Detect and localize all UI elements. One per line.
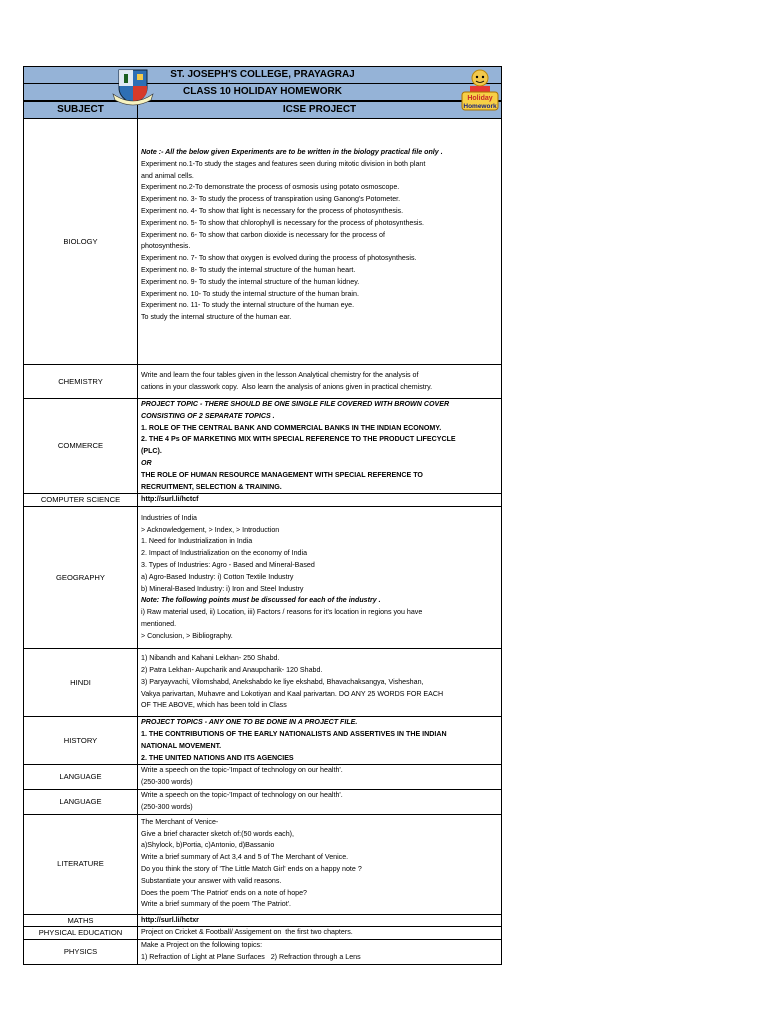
subject-cell: PHYSICS <box>24 940 138 965</box>
project-line: Experiment no. 11- To study the internal structure of the human eye. <box>141 301 355 310</box>
subject-cell: GEOGRAPHY <box>24 507 138 649</box>
subject-cell: LANGUAGE <box>24 789 138 814</box>
column-header-subject: SUBJECT <box>24 102 138 119</box>
project-line: 3. Types of Industries: Agro - Based and Mineral-Based <box>141 560 315 569</box>
project-line: (250-300 words) <box>141 778 193 787</box>
project-cell <box>138 365 502 399</box>
project-line: Experiment no. 5- To show that chlorophyll is necessary for the process of photosynthesis. <box>141 218 424 227</box>
table-row <box>24 119 502 365</box>
subject-cell: LANGUAGE <box>24 765 138 790</box>
project-line: Note: The following points must be discussed for each of the industry . <box>141 596 381 605</box>
subject-cell: BIOLOGY <box>24 119 138 365</box>
project-line: cations in your classwork copy. Also learn the analysis of anions given in practical chemistry. <box>141 382 433 391</box>
project-line: To study the internal structure of the human ear. <box>141 313 292 322</box>
logo-text-holiday: Holiday <box>467 95 493 102</box>
project-line: 2. Impact of Industrialization on the economy of India <box>141 549 308 558</box>
subject-cell: CHEMISTRY <box>24 365 138 399</box>
project-line: Project on Cricket & Football/ Assigement on the first two chapters. <box>141 928 353 937</box>
project-cell <box>138 927 502 940</box>
project-line: Experiment no. 4- To show that light is necessary for the process of photosynthesis. <box>141 206 404 215</box>
project-line: RECRUITMENT, SELECTION & TRAINING. <box>141 482 282 491</box>
project-line: THE ROLE OF HUMAN RESOURCE MANAGEMENT WITH SPECIAL REFERENCE TO <box>141 470 423 479</box>
project-line: Do you think the story of 'The Little Match Girl' ends on a happy note ? <box>141 865 362 874</box>
project-line: Vakya parivartan, Muhavre and Lokotiyan and Kaal parivartan. DO ANY 25 WORDS FOR EACH <box>141 689 444 698</box>
project-line: 2. THE 4 Ps OF MARKETING MIX WITH SPECIAL REFERENCE TO THE PRODUCT LIFECYCLE <box>141 435 456 444</box>
project-line: i) Raw material used, ii) Location, iii) Factors / reasons for it's location in regions you have <box>141 608 423 617</box>
project-cell <box>138 507 502 649</box>
table-row <box>24 789 502 814</box>
table-row <box>24 914 502 927</box>
project-cell <box>138 119 502 365</box>
table-row <box>24 399 502 494</box>
project-line: Substantiate your answer with valid reasons. <box>141 876 282 885</box>
project-cell <box>138 765 502 790</box>
project-line: 2) Patra Lekhan- Aupcharik and Anaupcharik- 120 Shabd. <box>141 665 323 674</box>
school-crest-logo <box>111 64 155 106</box>
project-line: Experiment no. 8- To study the internal structure of the human heart. <box>141 265 356 274</box>
project-cell <box>138 914 502 927</box>
subject-cell: LITERATURE <box>24 814 138 914</box>
project-cell <box>138 399 502 494</box>
project-line: PROJECT TOPIC - THERE SHOULD BE ONE SINGLE FILE COVERED WITH BROWN COVER <box>141 400 450 408</box>
subject-cell: HISTORY <box>24 717 138 765</box>
project-line: > Acknowledgement, > Index, > Introduction <box>141 525 280 534</box>
project-line: PROJECT TOPICS - ANY ONE TO BE DONE IN A PROJECT FILE. <box>141 718 358 727</box>
project-line: 1. ROLE OF THE CENTRAL BANK AND COMMERCIAL BANKS IN THE INDIAN ECONOMY. <box>141 423 442 432</box>
project-line: Industries of India <box>141 513 197 522</box>
project-line: b) Mineral-Based Industry: i) Iron and Steel Industry <box>141 584 304 593</box>
project-line: > Conclusion, > Bibliography. <box>141 631 233 640</box>
column-header-project: ICSE PROJECT <box>138 102 502 119</box>
project-line: 1) Nibandh and Kahani Lekhan- 250 Shabd. <box>141 654 280 663</box>
table-row <box>24 365 502 399</box>
project-line: a)Shylock, b)Portia, c)Antonio, d)Bassanio <box>141 841 275 850</box>
project-cell <box>138 814 502 914</box>
project-line: (250-300 words) <box>141 802 193 811</box>
project-line: Experiment no.2-To demonstrate the process of osmosis using potato osmoscope. <box>141 183 400 192</box>
school-name: ST. JOSEPH'S COLLEGE, PRAYAGRAJ <box>23 66 502 83</box>
project-line: 1. Need for Industrialization in India <box>141 537 253 546</box>
project-line: Write a speech on the topic-'Impact of technology on our health'. <box>141 766 343 775</box>
column-header-row <box>24 102 502 119</box>
table-row <box>24 940 502 965</box>
project-line: 1) Refraction of Light at Plane Surfaces 2) Refraction through a Lens <box>141 952 361 961</box>
table-row <box>24 507 502 649</box>
homework-sheet <box>23 66 502 965</box>
subject-cell: MATHS <box>24 914 138 927</box>
project-line: mentioned. <box>141 619 177 628</box>
project-line: (PLC). <box>141 447 162 456</box>
project-line: 3) Paryayvachi, Vilomshabd, Anekshabdo ke liye ekshabd, Bhavachaksangya, Visheshan, <box>141 677 424 686</box>
project-line: NATIONAL MOVEMENT. <box>141 741 222 750</box>
project-line: Write a speech on the topic-'Impact of technology on our health'. <box>141 790 343 799</box>
project-line: photosynthesis. <box>141 242 191 251</box>
project-line: CONSISTING OF 2 SEPARATE TOPICS . <box>141 411 275 420</box>
project-line: Does the poem 'The Patriot' ends on a note of hope? <box>141 888 307 897</box>
project-line: Experiment no.1-To study the stages and features seen during mitotic division in both plant <box>141 159 426 168</box>
project-line: Experiment no. 7- To show that oxygen is evolved during the process of photosynthesis. <box>141 254 417 263</box>
holiday-homework-logo <box>460 66 500 112</box>
project-line: Write and learn the four tables given in the lesson Analytical chemistry for the analysis of <box>141 370 419 379</box>
sheet-title: CLASS 10 HOLIDAY HOMEWORK <box>23 83 502 101</box>
subject-cell: COMPUTER SCIENCE <box>24 494 138 507</box>
project-cell <box>138 717 502 765</box>
table-row <box>24 927 502 940</box>
project-line: Make a Project on the following topics: <box>141 941 263 950</box>
project-line: Write a brief summary of the poem 'The Patriot'. <box>141 900 292 909</box>
project-line: http://surl.li/hctxr <box>141 915 199 924</box>
project-cell <box>138 789 502 814</box>
table-row <box>24 649 502 717</box>
table-row <box>24 494 502 507</box>
project-line: a) Agro-Based Industry: i) Cotton Textile Industry <box>141 572 294 581</box>
subject-cell: HINDI <box>24 649 138 717</box>
project-line: The Merchant of Venice- <box>141 817 219 826</box>
homework-table <box>23 101 502 965</box>
project-line: http://surl.li/hctcf <box>141 495 199 504</box>
project-line: Note :- All the below given Experiments are to be written in the biology practical file only . <box>141 148 443 156</box>
project-line: Experiment no. 10- To study the internal structure of the human brain. <box>141 289 359 298</box>
project-cell <box>138 494 502 507</box>
project-line: 1. THE CONTRIBUTIONS OF THE EARLY NATIONALISTS AND ASSERTIVES IN THE INDIAN <box>141 729 447 738</box>
project-line: Experiment no. 9- To study the internal structure of the human kidney. <box>141 277 360 286</box>
project-cell <box>138 940 502 965</box>
table-row <box>24 717 502 765</box>
project-line: and animal cells. <box>141 171 194 180</box>
project-line: Write a brief summary of Act 3,4 and 5 of The Merchant of Venice. <box>141 853 349 862</box>
project-line: Experiment no. 6- To show that carbon dioxide is necessary for the process of <box>141 230 385 239</box>
table-row <box>24 765 502 790</box>
project-line: OF THE ABOVE, which has been told in Class <box>141 701 287 710</box>
project-line: 2. THE UNITED NATIONS AND ITS AGENCIES <box>141 753 294 762</box>
subject-cell: COMMERCE <box>24 399 138 494</box>
project-line: Give a brief character sketch of:(50 words each), <box>141 829 294 838</box>
logo-text-homework: Homework <box>463 103 497 110</box>
project-line: Experiment no. 3- To study the process of transpiration using Ganong's Potometer. <box>141 195 401 204</box>
subject-cell: PHYSICAL EDUCATION <box>24 927 138 940</box>
project-line: OR <box>141 458 152 467</box>
table-row <box>24 814 502 914</box>
project-cell <box>138 649 502 717</box>
